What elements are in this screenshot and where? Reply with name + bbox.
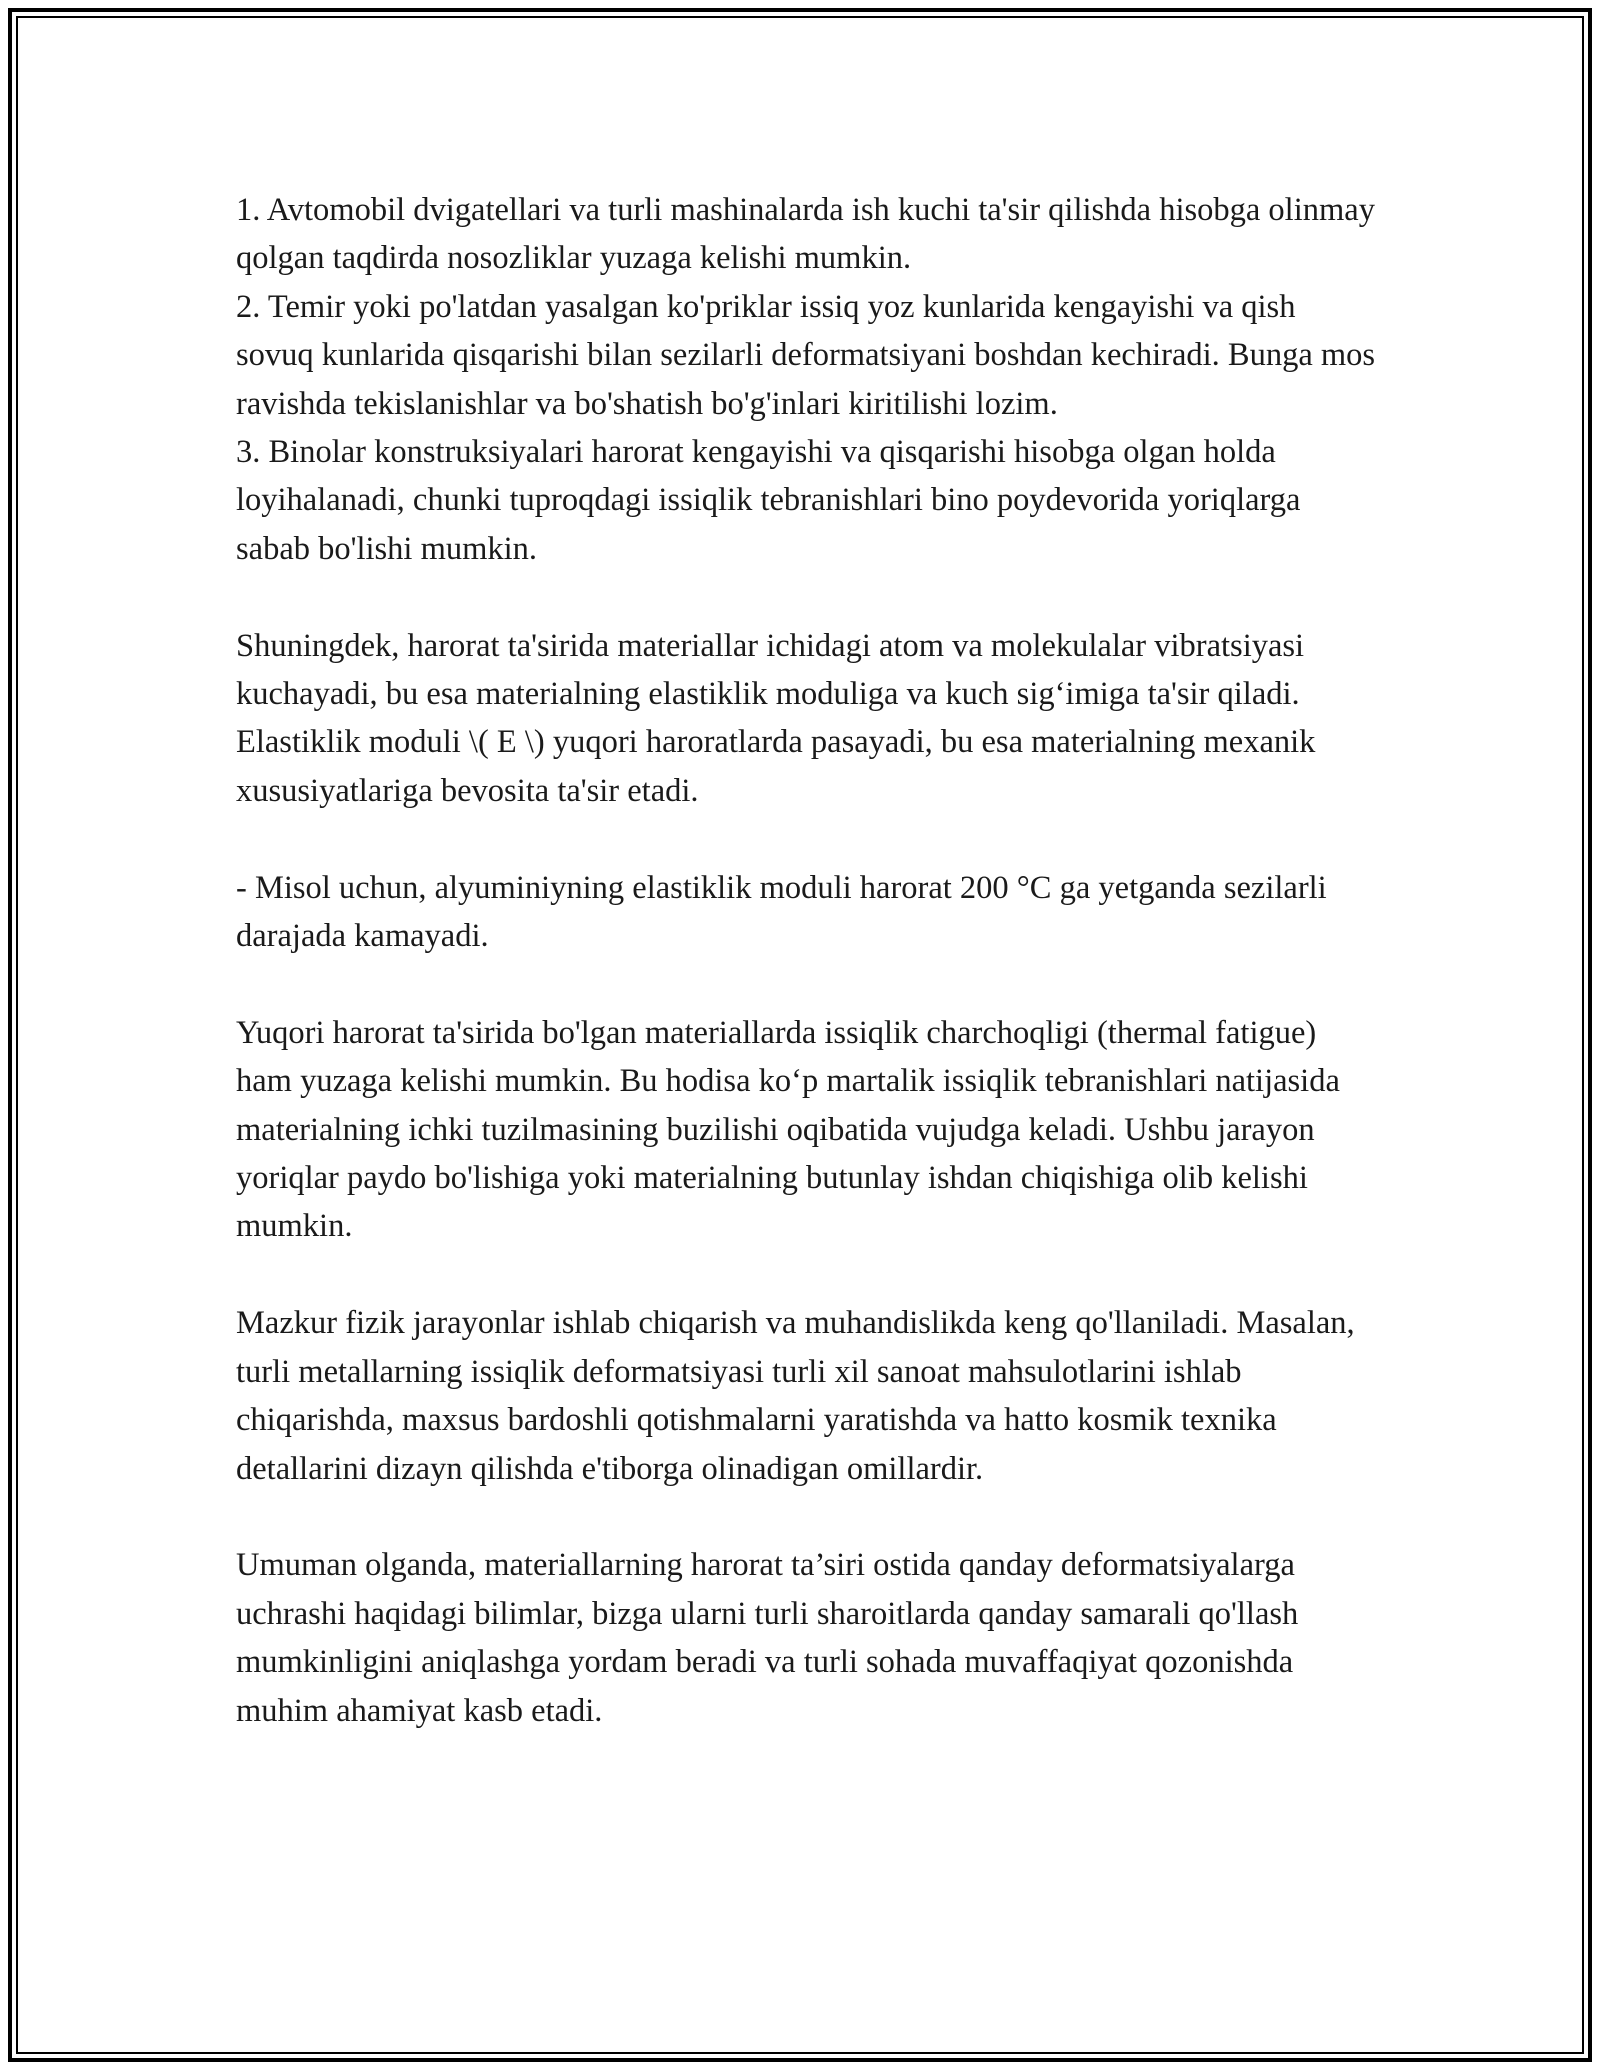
paragraph-spacer	[236, 573, 1376, 621]
paragraph-fatigue: Yuqori harorat ta'sirida bo'lgan materiallarda issiqlik charchoqligi (thermal fatigue) ham yuzaga kelishi mumkin. Bu hodisa ko‘p martalik issiqlik tebranishlari natijasida materialning ichki tuzilmasining buzilishi oqibatida vujudga keladi. Ushbu jarayon yoriqlar paydo bo'lishiga yoki materialning butunlay ishdan chiqishiga olib kelishi mumkin.	[236, 1014, 1340, 1245]
bullet-example: - Misol uchun, alyuminiyning elastiklik moduli harorat 200 °C ga yetganda sezilarli darajada kamayadi.	[236, 869, 1327, 955]
paragraph-spacer	[236, 1493, 1376, 1541]
paragraph-elasticity: Shuningdek, harorat ta'sirida materiallar ichidagi atom va molekulalar vibratsiyasi kuchayadi, bu esa materialning elastiklik moduliga va kuch sig‘imiga ta'sir qiladi. Elastiklik moduli \( E \) yuqori haroratlarda pasayadi, bu esa materialning mexanik xususiyatlariga bevosita ta'sir etadi.	[236, 627, 1316, 809]
paragraph-applications: Mazkur fizik jarayonlar ishlab chiqarish va muhandislikda keng qo'llaniladi. Masalan, turli metallarning issiqlik deformatsiyasi turli xil sanoat mahsulotlarini ishlab chiqarishda, maxsus bardoshli qotishmalarni yaratishda va hatto kosmik texnika detallarini dizayn qilishda e'tiborga olinadigan omillardir.	[236, 1305, 1355, 1487]
list-item-1: 1. Avtomobil dvigatellari va turli mashinalarda ish kuchi ta'sir qilishda hisobga olinmay qolgan taqdirda nosozliklar yuzaga kelishi mumkin.	[236, 192, 1375, 277]
paragraph-spacer	[236, 960, 1376, 1008]
paragraph-spacer	[236, 815, 1376, 863]
paragraph-spacer	[236, 1251, 1376, 1299]
list-item-2: 2. Temir yoki po'latdan yasalgan ko'priklar issiq yoz kunlarida kengayishi va qish sovuq kunlarida qisqarishi bilan sezilarli deformatsiyani boshdan kechiradi. Bunga mos ravishda tekislanishlar va bo'shatish bo'g'inlari kiritilishi lozim.	[236, 288, 1376, 422]
list-item-3: 3. Binolar konstruksiyalari harorat kengayishi va qisqarishi hisobga olgan holda loyihalanadi, chunki tuproqdagi issiqlik tebranishlari bino poydevorida yoriqlarga sabab bo'lishi mumkin.	[236, 434, 1301, 567]
document-body	[236, 186, 1376, 1735]
paragraph-conclusion: Umuman olganda, materiallarning harorat ta’siri ostida qanday deformatsiyalarga uchrashi haqidagi bilimlar, bizga ularni turli sharoitlarda qanday samarali qo'llash mumkinligini aniqlashga yordam beradi va turli sohada muvaffaqiyat qozonishda muhim ahamiyat kasb etadi.	[236, 1547, 1299, 1729]
